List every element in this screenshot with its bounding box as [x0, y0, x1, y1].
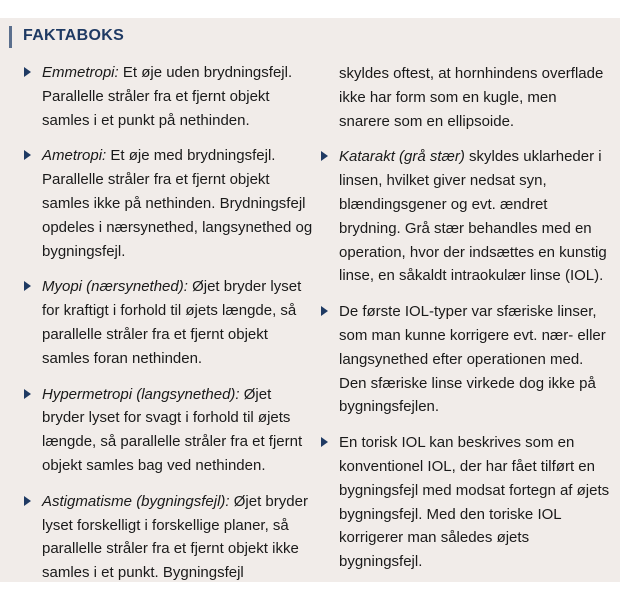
- item-term: Astigmatisme (bygningsfejl):: [42, 492, 230, 510]
- left-column: [24, 61, 314, 597]
- item-text: Et øje med brydningsfejl. Parallelle stråler fra et fjernt objekt samles ikke på nethinden. Brydningsfejl opdeles i nærsynethed, langsynethed og bygningsfejl.: [42, 147, 313, 260]
- triangle-bullet-icon: [321, 151, 328, 161]
- item-text: Øjet bryder lyset forskelligt i forskellige planer, så parallelle stråler fra et fjernt objekt ikke samles i et punkt. Bygningsfejl: [42, 492, 308, 582]
- item-text: De første IOL-typer var sfæriske linser, som man kunne korrigere evt. nær- eller langsynethed efter operationen med. Den sfæriske linse virkede dog ikke på bygningsfejlen.: [339, 303, 606, 416]
- list-item: [24, 144, 314, 263]
- list-item: [321, 145, 611, 288]
- triangle-bullet-icon: [321, 306, 328, 316]
- item-text: Øjet bryder lyset for svagt i forhold til øjets længde, så parallelle stråler fra et fjernt objekt samles bag ved nethinden.: [42, 385, 303, 474]
- triangle-bullet-icon: [24, 150, 31, 160]
- continued-text: skyldes oftest, at hornhindens overflade ikke har form som en kugle, men snarere som en ellipsoide.: [339, 65, 604, 130]
- list-item: [24, 383, 314, 478]
- item-term: Myopi (nærsynethed):: [42, 278, 188, 296]
- item-term: Emmetropi:: [42, 64, 119, 81]
- list-item: [321, 300, 611, 419]
- triangle-bullet-icon: [321, 437, 328, 447]
- list-item: [321, 431, 611, 574]
- triangle-bullet-icon: [24, 281, 31, 291]
- triangle-bullet-icon: [24, 389, 31, 399]
- item-text: Et øje uden brydningsfejl. Parallelle stråler fra et fjernt objekt samles i et punkt på nethinden.: [42, 64, 293, 129]
- list-item: [24, 61, 314, 132]
- item-term: Katarakt (grå stær): [339, 148, 465, 166]
- item-text: skyldes uklarheder i linsen, hvilket giver nedsat syn, blændingsgener og evt. ændret brydning. Grå stær behandles med en operation, hvor der indsættes en kunstig linse, en såkaldt intraokulær linse (IOL).: [339, 148, 607, 285]
- item-text: Øjet bryder lyset for kraftigt i forhold til øjets længde, så parallelle stråler fra et fjernt objekt samles foran nethinden.: [42, 278, 302, 367]
- item-term: Hypermetropi (langsynethed):: [42, 385, 240, 403]
- right-column: [321, 62, 611, 586]
- triangle-bullet-icon: [24, 67, 31, 77]
- list-item: [24, 275, 314, 370]
- triangle-bullet-icon: [24, 496, 31, 506]
- item-term: Ametropi:: [42, 147, 107, 165]
- factbox-title: FAKTABOKS: [23, 27, 125, 44]
- item-text: En torisk IOL kan beskrives som en konventionel IOL, der har fået tilført en bygningsfejl med modsat fortegn af øjets bygningsfejl. Med den toriske IOL korrigerer man således øjets bygningsfejl.: [339, 434, 610, 571]
- title-accent-bar: [9, 26, 12, 48]
- list-item: [24, 490, 314, 585]
